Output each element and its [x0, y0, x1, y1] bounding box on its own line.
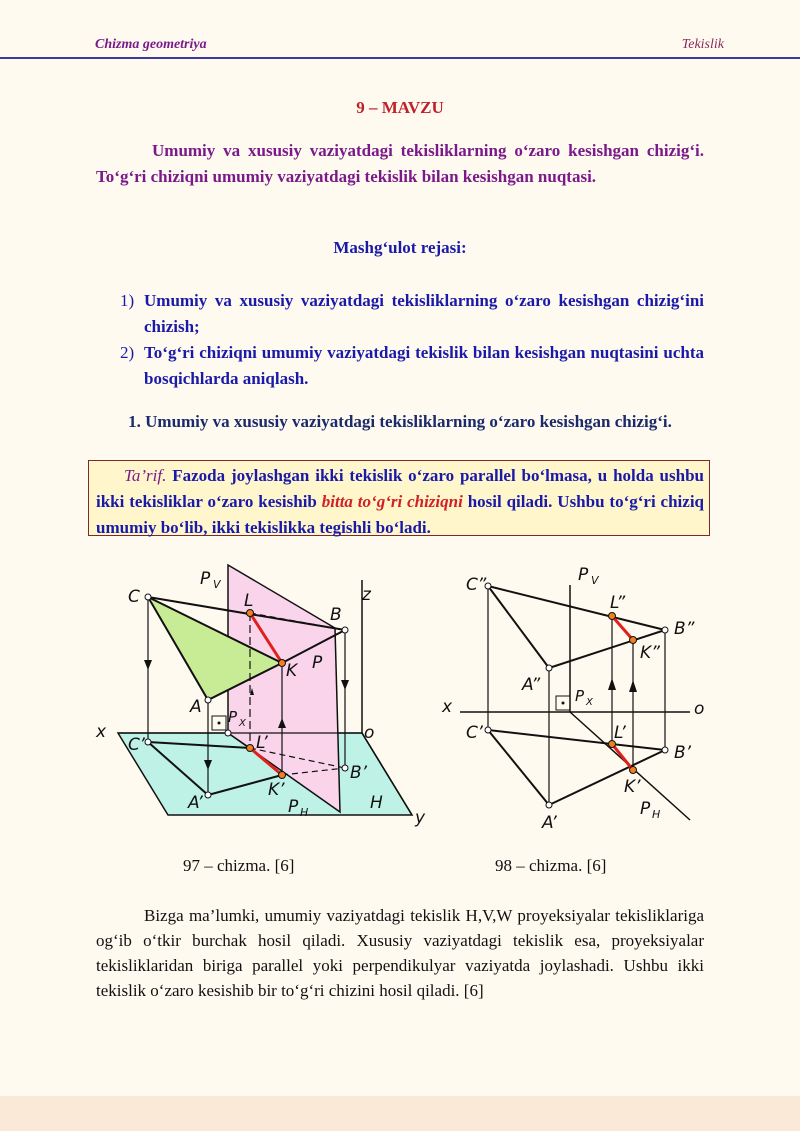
header-right: Tekislik — [681, 37, 724, 52]
plan-list — [96, 288, 704, 392]
svg-text:X: X — [586, 697, 593, 708]
plan-item-number: 2) — [120, 343, 135, 362]
svg-text:H: H — [370, 793, 383, 813]
svg-text:V: V — [213, 578, 221, 591]
svg-text:H: H — [652, 808, 661, 821]
svg-text:A: A — [190, 697, 202, 717]
svg-text:H: H — [300, 806, 309, 819]
svg-text:P: P — [575, 687, 585, 705]
svg-text:x: x — [442, 697, 453, 717]
figure-98-caption: 98 – chizma. [6] — [495, 856, 607, 875]
svg-text:P: P — [578, 565, 589, 585]
svg-text:C”: C” — [466, 575, 487, 595]
svg-text:y: y — [415, 808, 426, 828]
definition-term: Ta’rif. — [124, 466, 167, 485]
svg-text:A’: A’ — [188, 793, 203, 813]
svg-text:P: P — [200, 569, 211, 589]
plan-heading: Mashg‘ulot rejasi: — [333, 238, 467, 257]
svg-text:P: P — [288, 797, 299, 817]
plan-item — [96, 340, 704, 392]
svg-text:o: o — [364, 723, 375, 743]
topic-title: Umumiy va xususiy vaziyatdagi tekisliklarning o‘zaro kesishgan chizig‘i. To‘g‘ri chiziqni umumiy vaziyatdagi tekislik bilan kesishgan nuqtasi. — [96, 141, 704, 186]
svg-text:K: K — [286, 661, 298, 681]
figure-98 — [438, 555, 728, 840]
svg-text:P: P — [228, 708, 238, 726]
definition-part2: hosil qiladi. Ushbu to‘g‘ri chiziq umumiy bo‘lib, ikki tekislikka tegishli bo‘ladi. — [96, 492, 704, 537]
svg-text:B”: B” — [674, 619, 695, 639]
plan-item-number: 1) — [120, 291, 135, 310]
figure-97 — [88, 555, 448, 840]
topic-heading: 9 – MAVZU — [356, 98, 444, 117]
svg-text:B’: B’ — [350, 763, 368, 783]
section-title: 1. Umumiy va xususiy vaziyatdagi tekisliklarning o‘zaro kesishgan chizig‘i. — [128, 412, 672, 431]
svg-text:K”: K” — [640, 643, 660, 663]
svg-text:B’: B’ — [674, 743, 692, 763]
figure-97-caption: 97 – chizma. [6] — [183, 856, 295, 875]
page-header — [0, 0, 800, 58]
header-rule — [0, 57, 800, 59]
svg-text:B: B — [330, 605, 342, 625]
svg-text:K’: K’ — [268, 780, 285, 800]
svg-text:o: o — [694, 699, 705, 719]
svg-text:K’: K’ — [624, 777, 641, 797]
definition-part1: Fazoda joylashgan ikki tekislik o‘zaro parallel bo‘lmasa, u holda ushbu ikki tekisliklar o‘zaro kesishib — [96, 466, 704, 511]
svg-text:A’: A’ — [542, 813, 557, 833]
svg-text:V: V — [591, 574, 599, 587]
plan-item — [96, 288, 704, 340]
body-paragraph: Bizga ma’lumki, umumiy vaziyatdagi tekislik H,V,W proyeksiyalar tekisliklariga og‘ib o‘tkir burchak hosil qiladi. Xususiy vaziyatdagi tekislik esa, proyeksiyalar tekisliklaridan biriga parallel yoki perpendikulyar vaziyatda joylashadi. Ushbu ikki tekislik o‘zaro kesishib bir to‘g‘ri chizini hosil qiladi. [6] — [96, 906, 704, 1000]
header-left: Chizma geometriya — [95, 37, 207, 52]
svg-text:P: P — [312, 653, 323, 673]
svg-text:x: x — [96, 722, 107, 742]
svg-text:L”: L” — [610, 593, 626, 613]
svg-text:A”: A” — [522, 675, 541, 695]
definition-box — [88, 460, 710, 536]
definition-highlight: bitta to‘g‘ri chiziqni — [321, 492, 463, 511]
definition-text — [96, 463, 704, 541]
plan-item-text: Umumiy va xususiy vaziyatdagi tekisliklarning o‘zaro kesishgan chizig‘ini chizish; — [144, 291, 704, 336]
svg-text:X: X — [239, 718, 246, 729]
svg-text:L: L — [244, 591, 254, 611]
svg-text:C: C — [128, 587, 140, 607]
page-footer — [0, 1096, 800, 1131]
svg-text:z: z — [362, 585, 371, 605]
svg-text:P: P — [640, 799, 651, 819]
svg-text:C’: C’ — [466, 723, 483, 743]
svg-text:L’: L’ — [614, 723, 626, 743]
svg-text:C’: C’ — [128, 735, 145, 755]
plan-item-text: To‘g‘ri chiziqni umumiy vaziyatdagi tekislik bilan kesishgan nuqtasini uchta bosqichlarda aniqlash. — [144, 343, 704, 388]
svg-text:L’: L’ — [256, 733, 268, 753]
